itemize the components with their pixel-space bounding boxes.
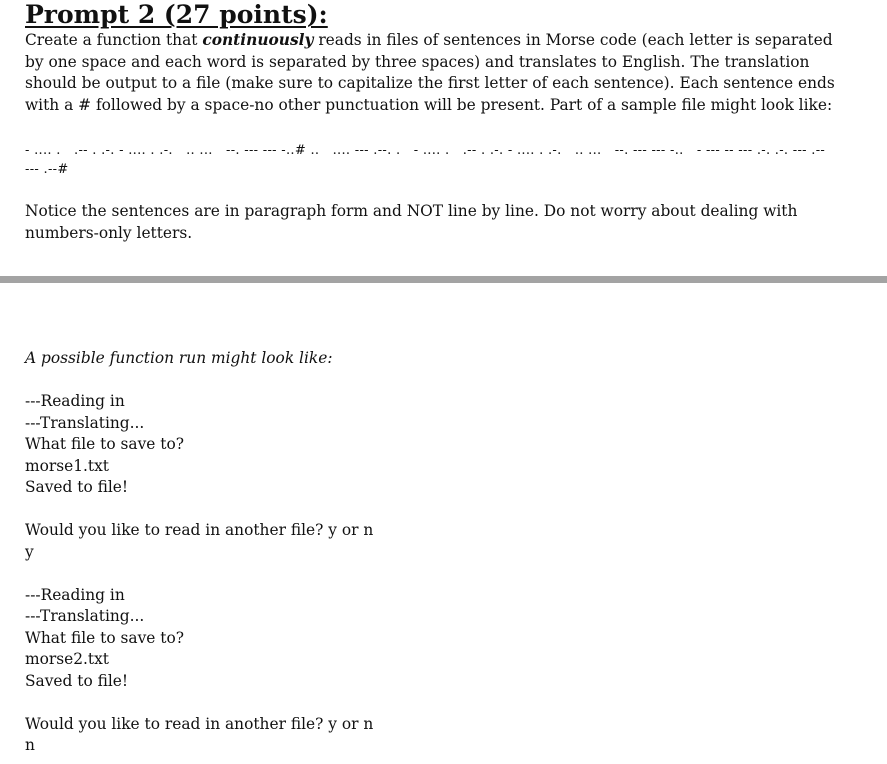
run-line: Saved to file! — [25, 671, 129, 690]
run-line: y — [25, 542, 34, 561]
run-line: n — [25, 736, 35, 754]
notice-paragraph: Notice the sentences are in paragraph form and NOT line by line. Do not worry about dealing with numbers-only letters. — [25, 202, 798, 242]
morse-sample-line-1: - .... . .-- . .-. - .... . .-. .. ... --. --- --- -..# .. .... --- .--. . - .... . .-- . .-. - .... . .-. .. ... --. --- --- -.. - --- -- --- .-. .-. --- .-- — [25, 143, 826, 158]
morse-sample-line-2: --- .--# — [25, 162, 69, 177]
run-line: Would you like to read in another file? y or n — [25, 521, 374, 539]
run-line: morse1.txt — [25, 456, 109, 475]
prompt-text-part2: reads in files of sentences in Morse code (each letter is separated by one space and each word is separated by three spaces) and translates to English. The translation should be output to a file (make sure to capitalize the first letter of each sentence). Each sentence ends with a # followed by a space-no other punctuation will be present. Part of a sample file might look like: — [25, 31, 835, 114]
prompt-title: Prompt 2 (27 points): — [25, 0, 328, 29]
run-line: ---Reading in — [25, 585, 125, 604]
run-line — [25, 563, 373, 585]
run-line: Would you like to read in another file? y or n — [25, 714, 374, 733]
prompt-text-part1: Create a function that — [25, 31, 203, 49]
prompt-description — [25, 30, 855, 116]
run-line: ---Translating... — [25, 413, 145, 432]
run-line: Saved to file! — [25, 478, 129, 496]
prompt-emphasis: continuously — [202, 31, 314, 49]
run-line — [25, 692, 373, 714]
run-line: What file to save to? — [25, 435, 184, 453]
sample-run-output — [25, 391, 373, 757]
run-line: What file to save to? — [25, 628, 184, 647]
prompt-section — [0, 0, 887, 276]
run-line: ---Translating... — [25, 607, 145, 625]
section-divider — [0, 276, 887, 283]
run-line: ---Reading in — [25, 392, 125, 410]
run-line — [25, 499, 373, 521]
run-line: morse2.txt — [25, 650, 109, 668]
run-intro-heading: A possible function run might look like: — [25, 349, 333, 367]
